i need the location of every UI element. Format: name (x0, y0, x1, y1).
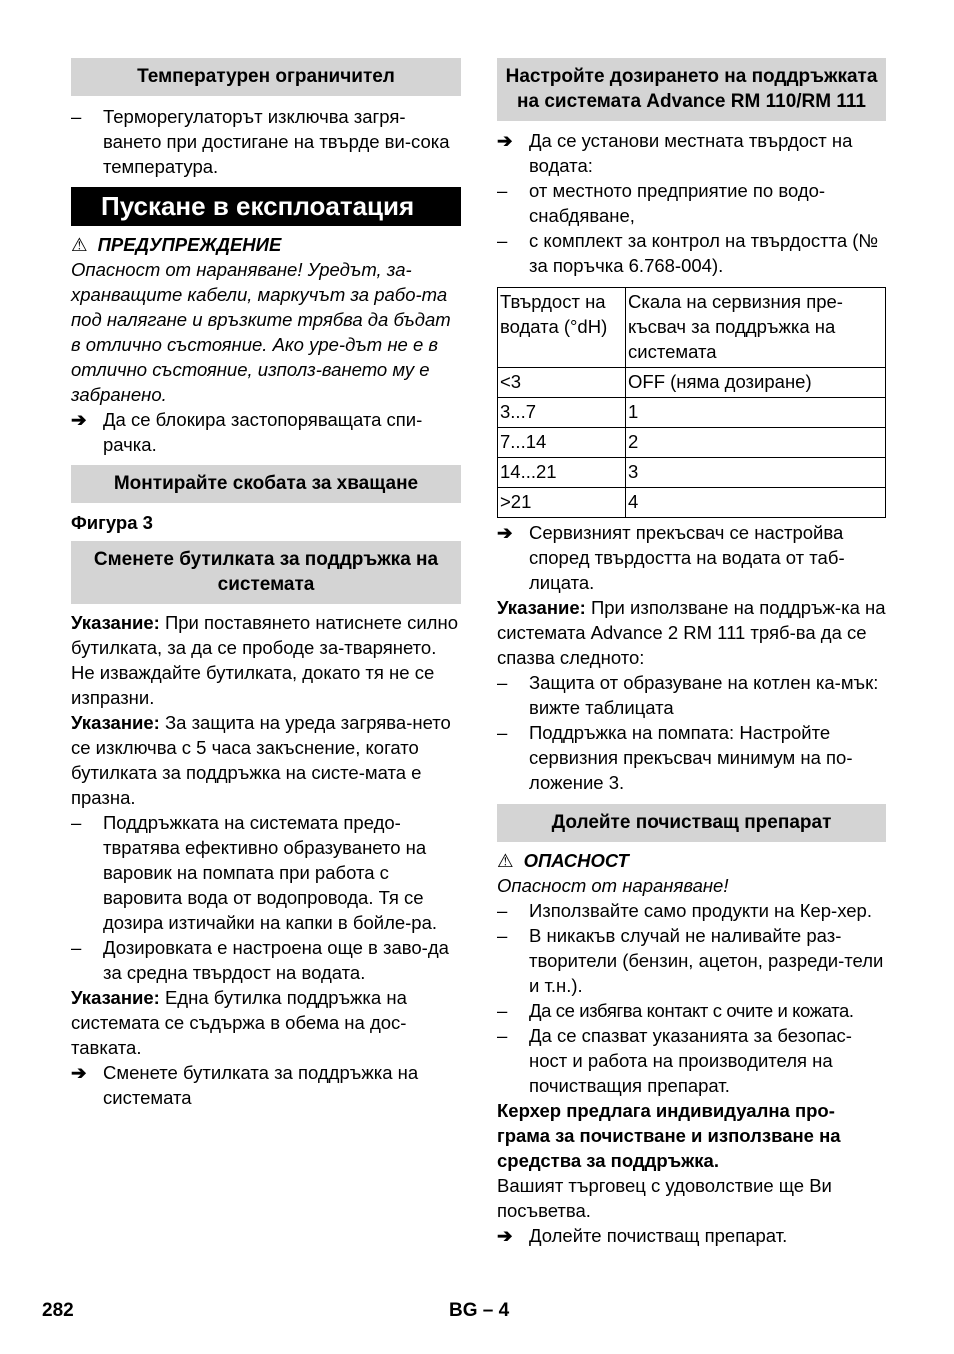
figure-label: Фигура 3 (71, 512, 153, 533)
dash-bullet: – (497, 1025, 508, 1046)
table-row (498, 428, 886, 458)
step-item: ➔ Сменете бутилката за поддръжка на системата (71, 1062, 419, 1108)
hardness-table (497, 287, 886, 518)
table-cell: >21 (498, 488, 626, 518)
dosing-heading: Настройте дозирането на поддръжката на системата Advance RM 110/RM 111 (497, 58, 886, 121)
warning-icon: ⚠ (71, 234, 88, 255)
table-cell: 1 (626, 398, 886, 428)
table-cell: 14...21 (498, 458, 626, 488)
arrow-icon: ➔ (497, 522, 513, 543)
warning-icon: ⚠ (497, 850, 514, 871)
temp-limiter-heading: Температурен ограничител (71, 58, 461, 96)
list-item: – Използвайте само продукти на Кер-хер. (497, 900, 872, 921)
table-row (498, 458, 886, 488)
step-item: ➔ Сервизният прекъсвач се настройва според твърдостта на водата от таб-лицата. (497, 522, 845, 593)
list-item: – В никакъв случай не наливайте раз-творители (бензин, ацетон, разреди-тели и т.н.). (497, 925, 884, 996)
list-item: – Да се избягва контакт с очите и кожата. (497, 1000, 854, 1021)
table-cell: 7...14 (498, 428, 626, 458)
page-number: 282 (42, 1300, 74, 1321)
arrow-icon: ➔ (71, 409, 87, 430)
arrow-icon: ➔ (497, 1225, 513, 1246)
dash-bullet: – (497, 672, 508, 693)
table-cell: 2 (626, 428, 886, 458)
danger-text: Опасност от нараняване! (497, 875, 729, 896)
note-paragraph: Указание: При поставянето натиснете силно бутилката, за да се прободе за-тварянето. Не изваждайте бутилката, докато тя не се изпразни. (71, 612, 458, 708)
table-cell: 4 (626, 488, 886, 518)
note-paragraph: Указание: При използване на поддръж-ка на системата Advance 2 RM 111 тряб-ва да се спазва следното: (497, 597, 886, 668)
replace-bottle-heading: Сменете бутилката за поддръжка на системата (71, 541, 461, 604)
dash-bullet: – (497, 230, 508, 251)
table-cell: 3...7 (498, 398, 626, 428)
list-item: – от местното предприятие по водо-снабдяване, (497, 180, 826, 226)
table-cell: 3 (626, 458, 886, 488)
list-item: – с комплект за контрол на твърдостта (№ за поръчка 6.768-004). (497, 230, 879, 276)
list-item: – Поддръжката на системата предо-твратява ефективно образуването на варовик на помпата при работа с варовита вода от водопровода. Тя се дозира изтичайки на капки в бойле-ра. (71, 812, 438, 933)
section-label: BG – 4 (449, 1300, 510, 1321)
table-row (498, 368, 886, 398)
list-item: – Дозировката е настроена още в заво-да за средна твърдост на водата. (71, 937, 449, 983)
table-cell: OFF (няма дозиране) (626, 368, 886, 398)
left-column (71, 58, 461, 1110)
dash-bullet: – (71, 937, 82, 958)
commissioning-heading: Пускане в експлоатация (71, 187, 461, 226)
dealer-text: Вашият търговец с удоволствие ще Ви посъветва. (497, 1175, 832, 1221)
arrow-icon: ➔ (71, 1062, 87, 1083)
table-row (498, 398, 886, 428)
note-paragraph: Указание: Една бутилка поддръжка на системата се съдържа в обема на дос-тавката. (71, 987, 407, 1058)
dash-bullet: – (497, 180, 508, 201)
dash-bullet: – (71, 106, 82, 127)
step-item: ➔ Да се установи местната твърдост на водата: (497, 130, 853, 176)
note-paragraph: Указание: За защита на уреда загрява-нето се изключва с 5 часа закъснение, когато бутилката за поддръжка на систе-мата е празна. (71, 712, 451, 808)
list-item: – Терморегулаторът изключва загря-ването при достигане на твърде ви-сока температура. (71, 106, 450, 177)
dash-bullet: – (71, 812, 82, 833)
list-item: – Поддръжка на помпата: Настройте сервизния прекъсвач минимум на по-ложение 3. (497, 722, 853, 793)
dash-bullet: – (497, 900, 508, 921)
table-header-row (498, 288, 886, 368)
table-header-cell: Твърдост на водата (°dH) (498, 288, 626, 368)
warning-text: Опасност от нараняване! Уредът, за-хранващите кабели, маркучът за рабо-та под налягане и връзките трябва да бъдат в отлично състояние. Ако уре-дът не е в отлично състояние, използ-ването му е забранено. (71, 259, 451, 405)
warning-title: ⚠ ПРЕДУПРЕЖДЕНИЕ (71, 234, 282, 255)
list-item: – Защита от образуване на котлен ка-мък: вижте таблицата (497, 672, 879, 718)
kaercher-program-text: Керхер предлага индивидуална про-грама за почистване и използване на средства за поддръжка. (497, 1100, 841, 1171)
step-item: ➔ Да се блокира застопоряващата спи-рачка. (71, 409, 423, 455)
table-row (498, 488, 886, 518)
table-cell: <3 (498, 368, 626, 398)
step-item: ➔ Долейте почистващ препарат. (497, 1225, 788, 1246)
table-header-cell: Скала на сервизния пре-късвач за поддръжка на системата (626, 288, 886, 368)
danger-title: ⚠ ОПАСНОСТ (497, 850, 629, 871)
list-item: – Да се спазват указанията за безопас-ност и работа на производителя на почистващия препарат. (497, 1025, 852, 1096)
mount-handle-heading: Монтирайте скобата за хващане (71, 465, 461, 503)
arrow-icon: ➔ (497, 130, 513, 151)
dash-bullet: – (497, 1000, 508, 1021)
dash-bullet: – (497, 722, 508, 743)
dash-bullet: – (497, 925, 508, 946)
right-column (497, 58, 886, 1248)
cleaning-agent-heading: Долейте почистващ препарат (497, 804, 886, 842)
